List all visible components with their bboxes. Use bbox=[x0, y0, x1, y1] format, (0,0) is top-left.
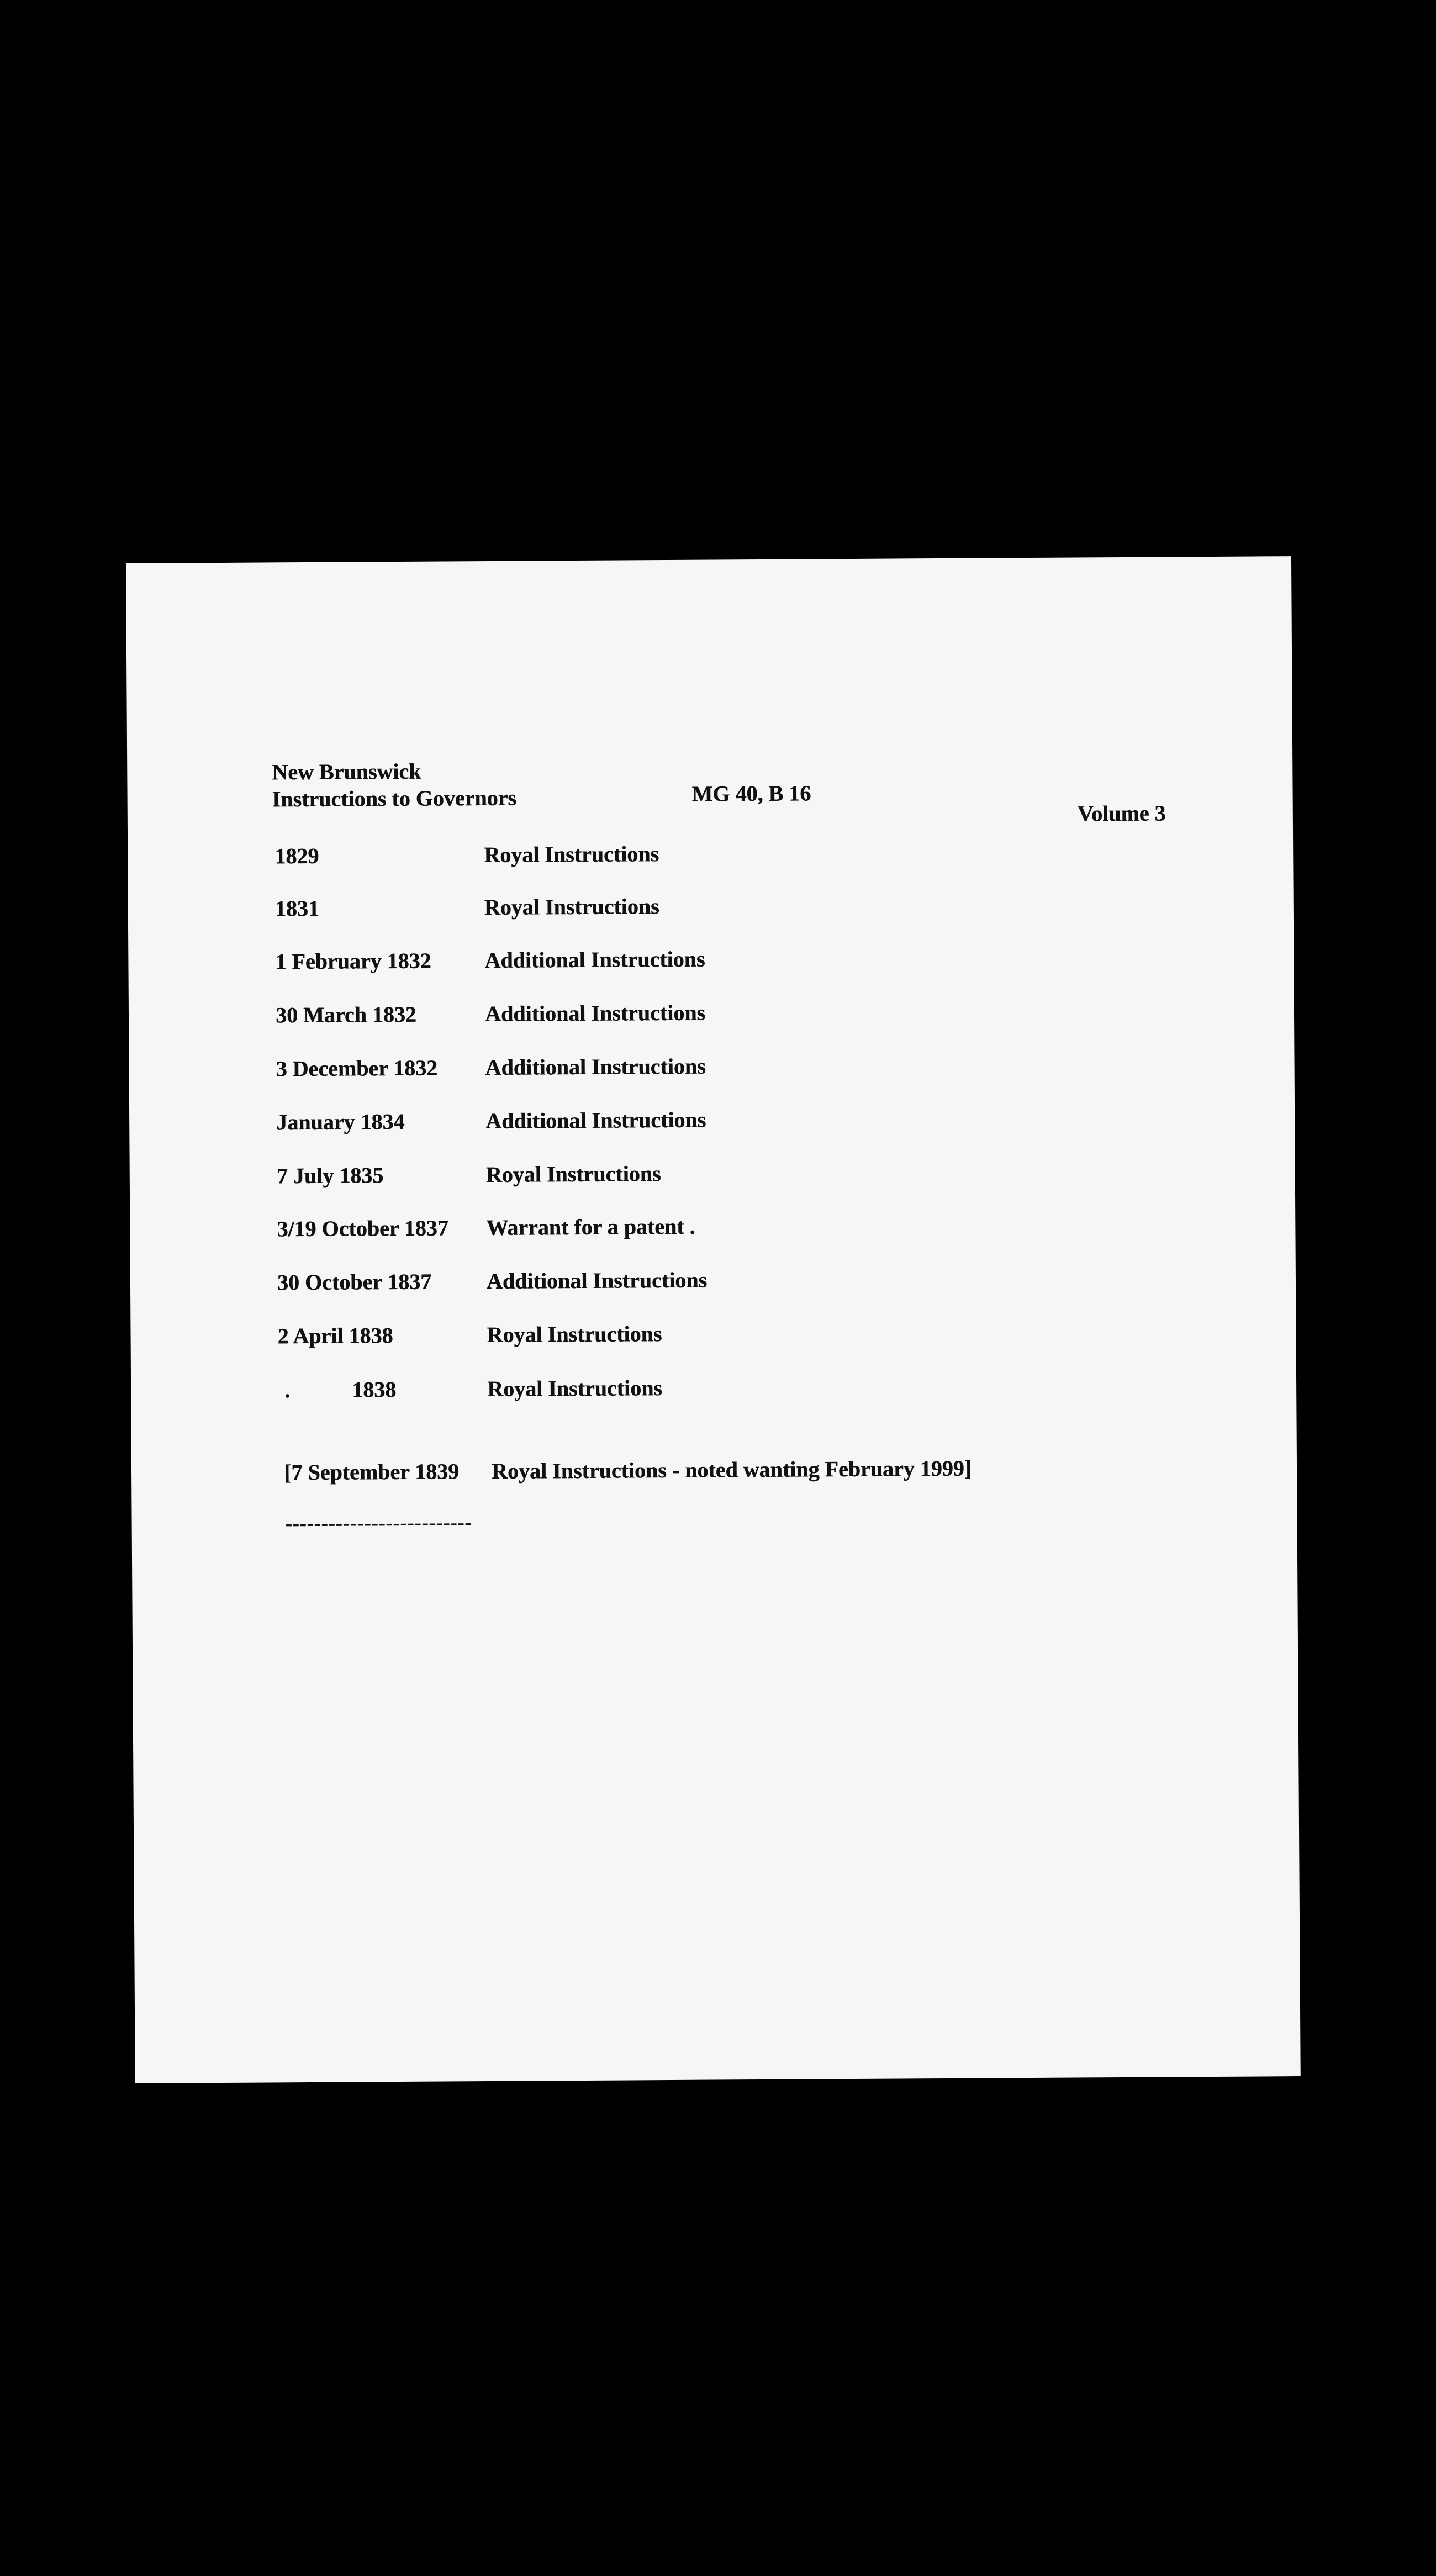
subject-heading: Instructions to Governors bbox=[272, 785, 516, 812]
entry-date: 1 February 1832 bbox=[275, 948, 431, 974]
entry-title: Royal Instructions bbox=[484, 894, 659, 920]
entry-date: 2 April 1838 bbox=[277, 1323, 393, 1349]
entry-date: 30 October 1837 bbox=[277, 1269, 432, 1295]
entry-title: Additional Instructions bbox=[485, 1053, 706, 1080]
entry-date: 1838 bbox=[352, 1377, 397, 1402]
entry-title: Royal Instructions bbox=[485, 1161, 661, 1187]
province-heading: New Brunswick bbox=[272, 758, 421, 785]
entry-date: 3/19 October 1837 bbox=[277, 1215, 448, 1242]
entry-date: 3 December 1832 bbox=[276, 1055, 438, 1081]
entry-title: Royal Instructions bbox=[487, 1375, 662, 1402]
entry-title: Royal Instructions bbox=[487, 1321, 662, 1348]
entry-title: Additional Instructions bbox=[484, 1000, 706, 1027]
entry-date: 30 March 1832 bbox=[275, 1001, 416, 1028]
entry-date: 7 July 1835 bbox=[276, 1163, 384, 1189]
entry-date: January 1834 bbox=[276, 1108, 405, 1135]
entry-title: Additional Instructions bbox=[484, 946, 705, 973]
divider-line: -------------------------- bbox=[285, 1511, 472, 1535]
entry-title: Additional Instructions bbox=[486, 1267, 708, 1294]
entry-title: Additional Instructions bbox=[485, 1107, 706, 1134]
volume-label: Volume 3 bbox=[1077, 800, 1166, 826]
entry-date: 1831 bbox=[274, 895, 319, 921]
entry-date: 1829 bbox=[274, 843, 319, 869]
document-page bbox=[126, 556, 1301, 2083]
entry-date-prefix: . bbox=[284, 1377, 291, 1403]
entry-title: Royal Instructions bbox=[484, 841, 659, 868]
archive-reference: MG 40, B 16 bbox=[691, 780, 811, 806]
note-date: [7 September 1839 bbox=[283, 1459, 460, 1485]
note-text: Royal Instructions - noted wanting February 1999] bbox=[491, 1455, 972, 1484]
entry-title: Warrant for a patent . bbox=[486, 1213, 695, 1241]
